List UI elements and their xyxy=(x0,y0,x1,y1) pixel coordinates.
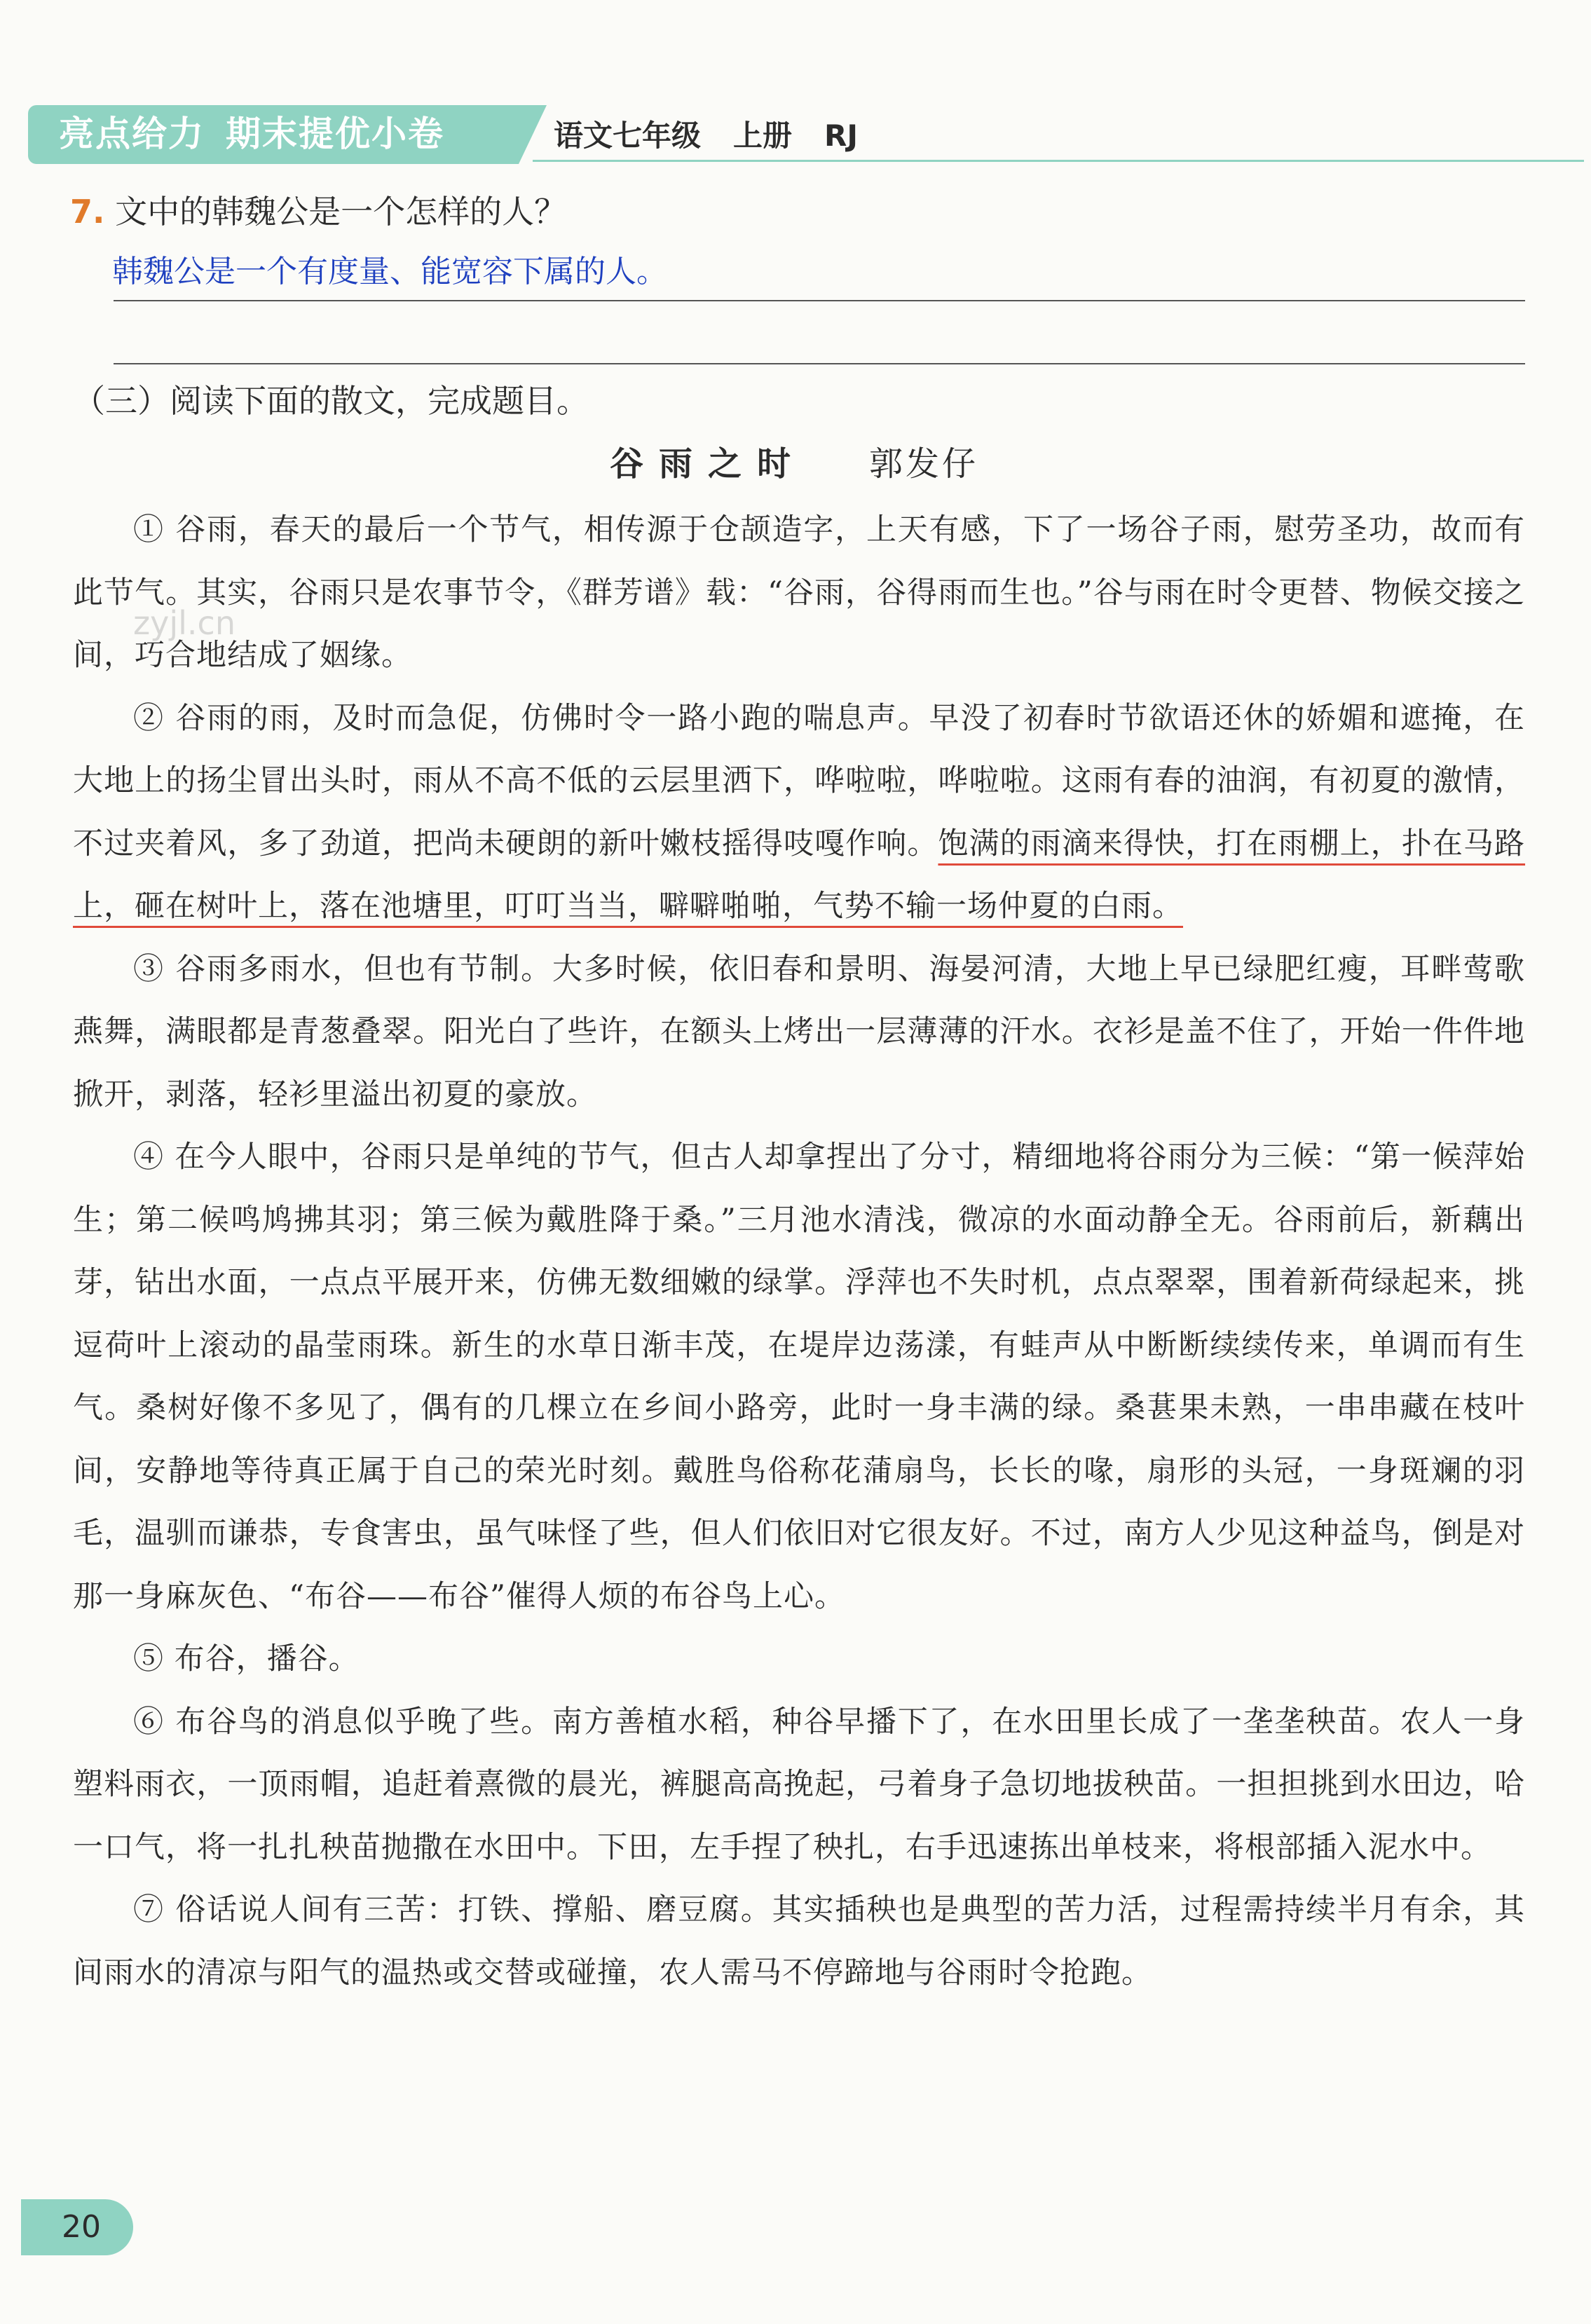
article-body xyxy=(73,499,1525,2004)
brand-name: 亮点给力 xyxy=(59,114,205,154)
header-divider xyxy=(533,160,1584,162)
paragraph-5: ⑤ 布谷，播谷。 xyxy=(133,1641,360,1676)
subject-edition: RJ xyxy=(824,118,858,153)
answer-line-2 xyxy=(114,363,1525,364)
header-brand xyxy=(59,111,444,157)
question-number: 7. xyxy=(70,193,105,231)
answer-line-1 xyxy=(114,300,1525,301)
question-7-answer: 韩魏公是一个有度量、能宽容下属的人。 xyxy=(112,254,667,289)
section-heading: （三）阅读下面的散文，完成题目。 xyxy=(73,382,589,420)
paragraph-6: ⑥ 布谷鸟的消息似乎晚了些。南方善植水稻，种谷早播下了，在水田里长成了一垄垄秧苗。农人一身塑料雨衣，一顶雨帽，追赶着熹微的晨光，裤腿高高挽起，弓着身子急切地拔秧苗。一担担挑到水田边，哈一口气，将一扎扎秧苗抛撒在水田中。下田，左手捏了秧扎，右手迅速拣出单枝来，将根部插入泥水中。 xyxy=(73,1704,1525,1865)
watermark: zyjl.cn xyxy=(133,604,235,642)
paragraph-2 xyxy=(73,688,1525,938)
paragraph-3: ③ 谷雨多雨水，但也有节制。大多时候，依旧春和景明、海晏河清，大地上早已绿肥红瘦，耳畔莺歌燕舞，满眼都是青葱叠翠。阳光白了些许，在额头上烤出一层薄薄的汗水。衣衫是盖不住了，开始一件件地掀开，剥落，轻衫里溢出初夏的豪放。 xyxy=(73,951,1525,1112)
page-number: 20 xyxy=(62,2209,101,2245)
page-header xyxy=(28,105,1556,164)
article-title xyxy=(610,442,978,486)
underlined-sentence: 饱满的雨滴来得快，打在雨棚上，扑在马路上，砸在树叶上，落在池塘里，叮叮当当，噼噼啪啪，气势不输一场仲夏的白雨。 xyxy=(73,826,1526,924)
subject-volume: 上册 xyxy=(733,118,793,153)
page-number-tab xyxy=(21,2199,133,2255)
question-7 xyxy=(70,189,566,234)
article-title-text: 谷雨之时 xyxy=(610,444,807,484)
header-subject xyxy=(554,116,890,156)
paragraph-1: ① 谷雨，春天的最后一个节气，相传源于仓颉造字，上天有感，下了一场谷子雨，慰劳圣功，故而有此节气。其实，谷雨只是农事节令，《群芳谱》载：“谷雨，谷得雨而生也。”谷与雨在时令更替、物候交接之间，巧合地结成了姻缘。 xyxy=(73,512,1525,673)
question-text: 文中的韩魏公是一个怎样的人？ xyxy=(115,193,567,231)
article-author: 郭发仔 xyxy=(869,444,979,484)
series-name: 期末提优小卷 xyxy=(226,114,444,154)
subject-grade: 语文七年级 xyxy=(554,118,702,153)
paragraph-7: ⑦ 俗话说人间有三苦：打铁、撑船、磨豆腐。其实插秧也是典型的苦力活，过程需持续半月有余，其间雨水的清凉与阳气的温热或交替或碰撞，农人需马不停蹄地与谷雨时令抢跑。 xyxy=(73,1892,1525,1990)
paragraph-4: ④ 在今人眼中，谷雨只是单纯的节气，但古人却拿捏出了分寸，精细地将谷雨分为三候：“第一候萍始生；第二候鸣鸠拂其羽；第三候为戴胜降于桑。”三月池水清浅，微凉的水面动静全无。谷雨前后，新藕出芽，钻出水面，一点点平展开来，仿佛无数细嫩的绿掌。浮萍也不失时机，点点翠翠，围着新荷绿起来，挑逗荷叶上滚动的晶莹雨珠。新生的水草日渐丰茂，在堤岸边荡漾，有蛙声从中断断续续传来，单调而有生气。桑树好像不多见了，偶有的几棵立在乡间小路旁，此时一身丰满的绿。桑葚果未熟，一串串藏在枝叶间，安静地等待真正属于自己的荣光时刻。戴胜鸟俗称花蒲扇鸟，长长的喙，扇形的头冠，一身斑斓的羽毛，温驯而谦恭，专食害虫，虽气味怪了些，但人们依旧对它很友好。不过，南方人少见这种益鸟，倒是对那一身麻灰色、“布谷——布谷”催得人烦的布谷鸟上心。 xyxy=(73,1140,1525,1614)
paragraph-2-text: ② 谷雨的雨，及时而急促，仿佛时令一路小跑的喘息声。早没了初春时节欲语还休的娇媚和遮掩，在大地上的扬尘冒出头时，雨从不高不低的云层里洒下，哗啦啦，哗啦啦。这雨有春的油润，有初夏的激情，不过夹着风，多了劲道，把尚未硬朗的新叶嫩枝摇得吱嘎作响。 xyxy=(73,700,1525,861)
